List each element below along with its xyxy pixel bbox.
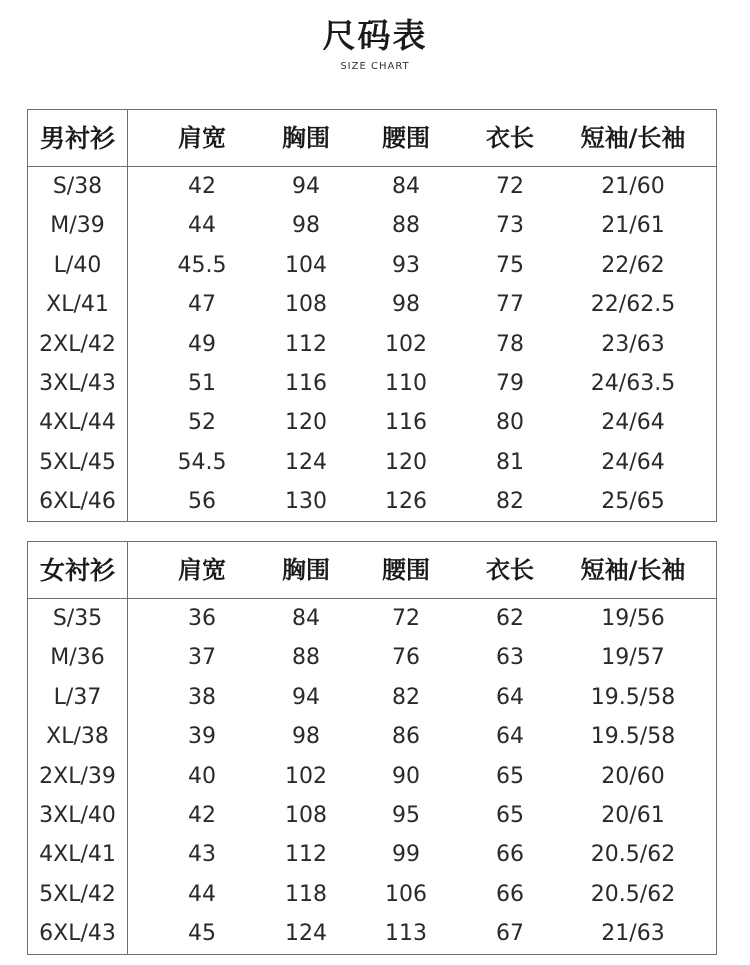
cell-chest: 104 (285, 252, 327, 278)
cell-sleeve: 20.5/62 (590, 842, 676, 868)
cell-length: 65 (496, 802, 524, 828)
cell-sleeve: 22/62 (601, 252, 665, 278)
header-cell-shoulder: 肩宽 (178, 556, 226, 584)
cell-waist: 84 (392, 174, 420, 199)
table-row (28, 403, 716, 442)
table-row (28, 167, 716, 206)
cell-shoulder: 45.5 (177, 252, 227, 278)
cell-shoulder: 39 (188, 724, 216, 750)
cell-chest: 112 (285, 842, 327, 868)
header-cell-sleeve: 短袖/长袖 (580, 124, 686, 152)
table-row (28, 757, 716, 796)
header-cell-length: 衣长 (486, 556, 534, 584)
cell-length: 65 (496, 763, 524, 789)
cell-sleeve: 20/60 (601, 763, 665, 789)
cell-chest: 116 (285, 370, 327, 396)
cell-sleeve: 19.5/58 (590, 724, 676, 750)
cell-size: 6XL/46 (39, 489, 116, 515)
cell-chest: 84 (292, 606, 320, 631)
cell-chest: 94 (292, 684, 320, 710)
cell-shoulder: 37 (188, 645, 216, 671)
cell-shoulder: 54.5 (177, 449, 227, 475)
cell-shoulder: 49 (188, 331, 216, 357)
cell-shoulder: 52 (188, 410, 216, 436)
cell-shoulder: 56 (188, 489, 216, 515)
cell-waist: 72 (392, 606, 420, 631)
cell-waist: 93 (392, 252, 420, 278)
cell-chest: 118 (285, 881, 327, 907)
cell-chest: 120 (285, 410, 327, 436)
cell-waist: 86 (392, 724, 420, 750)
cell-waist: 116 (385, 410, 427, 436)
cell-shoulder: 42 (188, 802, 216, 828)
page-title: 尺码表 (322, 16, 428, 55)
table-row (28, 482, 716, 521)
cell-waist: 102 (385, 331, 427, 357)
header-cell-chest: 胸围 (282, 124, 330, 152)
cell-length: 73 (496, 213, 524, 239)
cell-size: 6XL/43 (39, 921, 116, 947)
table-header-row (28, 110, 716, 167)
cell-sleeve: 25/65 (601, 489, 665, 515)
cell-waist: 110 (385, 370, 427, 396)
header-cell-category: 女衬衫 (39, 556, 115, 585)
cell-size: 3XL/43 (39, 370, 116, 396)
cell-size: M/36 (50, 645, 105, 671)
cell-size: L/40 (53, 252, 102, 278)
cell-size: XL/41 (46, 292, 109, 318)
cell-shoulder: 40 (188, 763, 216, 789)
table-row (28, 914, 716, 953)
cell-sleeve: 21/61 (601, 213, 665, 239)
cell-waist: 98 (392, 292, 420, 318)
cell-chest: 130 (285, 489, 327, 515)
table-row (28, 325, 716, 364)
table-row (28, 835, 716, 874)
cell-sleeve: 22/62.5 (590, 292, 676, 318)
header-cell-waist: 腰围 (382, 124, 430, 152)
table-header-row (28, 542, 716, 599)
cell-size: XL/38 (46, 724, 109, 750)
cell-length: 62 (496, 606, 524, 631)
cell-waist: 90 (392, 763, 420, 789)
cell-sleeve: 20.5/62 (590, 881, 676, 907)
cell-shoulder: 45 (188, 921, 216, 947)
header-cell-category: 男衬衫 (39, 124, 115, 153)
cell-length: 82 (496, 489, 524, 515)
table-row (28, 364, 716, 403)
cell-length: 67 (496, 921, 524, 947)
table-row (28, 717, 716, 756)
cell-chest: 124 (285, 921, 327, 947)
cell-size: 2XL/42 (39, 331, 116, 357)
cell-shoulder: 36 (188, 606, 216, 631)
cell-size: 3XL/40 (39, 802, 116, 828)
cell-waist: 76 (392, 645, 420, 671)
cell-shoulder: 51 (188, 370, 216, 396)
cell-waist: 99 (392, 842, 420, 868)
cell-shoulder: 47 (188, 292, 216, 318)
page-subtitle: SIZE CHART (340, 61, 410, 72)
cell-size: 2XL/39 (39, 763, 116, 789)
cell-length: 66 (496, 842, 524, 868)
cell-length: 66 (496, 881, 524, 907)
table-row (28, 796, 716, 835)
header-cell-length: 衣长 (486, 124, 534, 152)
table-row (28, 246, 716, 285)
cell-length: 72 (496, 174, 524, 199)
cell-chest: 88 (292, 645, 320, 671)
table-row (28, 443, 716, 482)
cell-chest: 108 (285, 802, 327, 828)
cell-sleeve: 21/60 (601, 174, 665, 199)
cell-length: 80 (496, 410, 524, 436)
cell-waist: 113 (385, 921, 427, 947)
cell-shoulder: 38 (188, 684, 216, 710)
cell-sleeve: 19/56 (601, 606, 665, 631)
cell-size: L/37 (53, 684, 102, 710)
cell-waist: 95 (392, 802, 420, 828)
cell-shoulder: 43 (188, 842, 216, 868)
table-row (28, 206, 716, 245)
table-body (28, 167, 716, 522)
cell-length: 81 (496, 449, 524, 475)
cell-sleeve: 24/64 (601, 449, 665, 475)
cell-size: 5XL/45 (39, 449, 116, 475)
cell-waist: 106 (385, 881, 427, 907)
cell-chest: 124 (285, 449, 327, 475)
cell-waist: 120 (385, 449, 427, 475)
table-row (28, 285, 716, 324)
cell-size: 4XL/41 (39, 842, 116, 868)
cell-length: 79 (496, 370, 524, 396)
table-row (28, 875, 716, 914)
cell-size: 5XL/42 (39, 881, 116, 907)
table-row (28, 638, 716, 677)
cell-size: 4XL/44 (39, 410, 116, 436)
men-shirt-size-table (27, 109, 717, 522)
cell-length: 78 (496, 331, 524, 357)
cell-sleeve: 19.5/58 (590, 684, 676, 710)
table-body (28, 599, 716, 954)
women-shirt-size-table (27, 541, 717, 955)
cell-length: 64 (496, 724, 524, 750)
cell-waist: 82 (392, 684, 420, 710)
cell-sleeve: 20/61 (601, 802, 665, 828)
cell-sleeve: 23/63 (601, 331, 665, 357)
cell-length: 64 (496, 684, 524, 710)
cell-shoulder: 42 (188, 174, 216, 199)
header-cell-waist: 腰围 (382, 556, 430, 584)
cell-sleeve: 21/63 (601, 921, 665, 947)
cell-size: S/35 (52, 606, 103, 631)
cell-chest: 108 (285, 292, 327, 318)
cell-shoulder: 44 (188, 881, 216, 907)
header-cell-chest: 胸围 (282, 556, 330, 584)
cell-sleeve: 24/64 (601, 410, 665, 436)
cell-chest: 94 (292, 174, 320, 199)
header-cell-shoulder: 肩宽 (178, 124, 226, 152)
cell-length: 75 (496, 252, 524, 278)
header-cell-sleeve: 短袖/长袖 (580, 556, 686, 584)
cell-sleeve: 19/57 (601, 645, 665, 671)
table-row (28, 678, 716, 717)
cell-size: M/39 (50, 213, 105, 239)
table-row (28, 599, 716, 638)
cell-length: 77 (496, 292, 524, 318)
cell-chest: 98 (292, 213, 320, 239)
cell-shoulder: 44 (188, 213, 216, 239)
cell-waist: 126 (385, 489, 427, 515)
cell-chest: 102 (285, 763, 327, 789)
cell-chest: 112 (285, 331, 327, 357)
cell-chest: 98 (292, 724, 320, 750)
cell-sleeve: 24/63.5 (590, 370, 676, 396)
cell-length: 63 (496, 645, 524, 671)
cell-size: S/38 (52, 174, 103, 199)
cell-waist: 88 (392, 213, 420, 239)
